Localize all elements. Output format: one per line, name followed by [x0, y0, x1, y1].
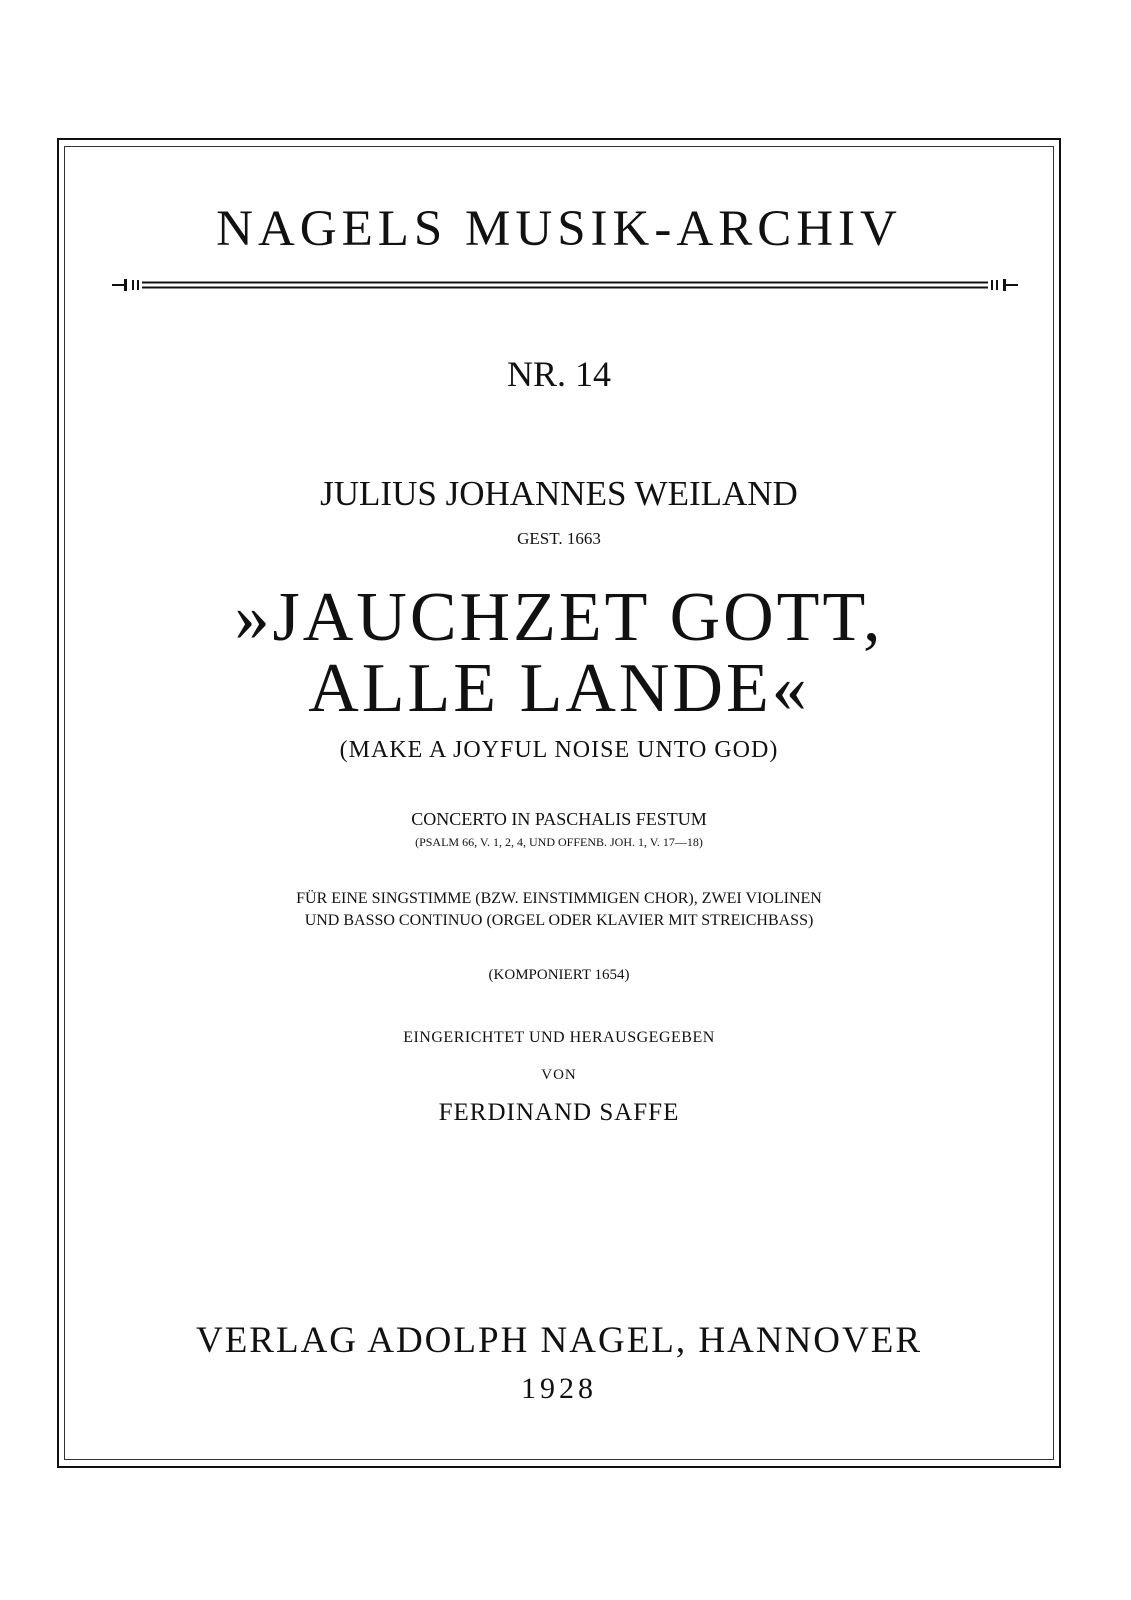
scoring-line-1: FÜR EINE SINGSTIMME (BZW. EINSTIMMIGEN CHOR), ZWEI VIOLINEN: [296, 890, 822, 907]
ornamental-rule: [112, 278, 1018, 292]
work-title-line-1: »JAUCHZET GOTT,: [234, 579, 884, 656]
work-title-line-2: ALLE LANDE«: [308, 650, 810, 728]
work-genre: CONCERTO IN PASCHALIS FESTUM: [411, 809, 707, 829]
composition-year: (KOMPONIERT 1654): [488, 967, 630, 983]
scoring: [57, 888, 1061, 931]
scripture-reference: (PSALM 66, V. 1, 2, 4, UND OFFENB. JOH. 1, V. 17—18): [415, 835, 703, 849]
edition-by: VON: [541, 1067, 577, 1083]
edition-credit: EINGERICHTET UND HERAUSGEGEBEN: [403, 1029, 715, 1046]
work-title-english: (MAKE A JOYFUL NOISE UNTO GOD): [339, 737, 779, 763]
series-number: NR. 14: [506, 354, 611, 394]
page-border-inner: [64, 146, 1054, 1460]
composer-name: JULIUS JOHANNES WEILAND: [320, 474, 798, 513]
work-title: [57, 579, 1061, 728]
series-title: NAGELS MUSIK-ARCHIV: [216, 201, 902, 257]
scoring-line-2: UND BASSO CONTINUO (ORGEL ODER KLAVIER MIT STREICHBASS): [304, 911, 814, 929]
composer-dates: GEST. 1663: [517, 529, 601, 548]
editor-name: FERDINAND SAFFE: [438, 1099, 680, 1126]
publisher-name: VERLAG ADOLPH NAGEL, HANNOVER: [195, 1320, 923, 1361]
publication-year: 1928: [521, 1372, 597, 1405]
